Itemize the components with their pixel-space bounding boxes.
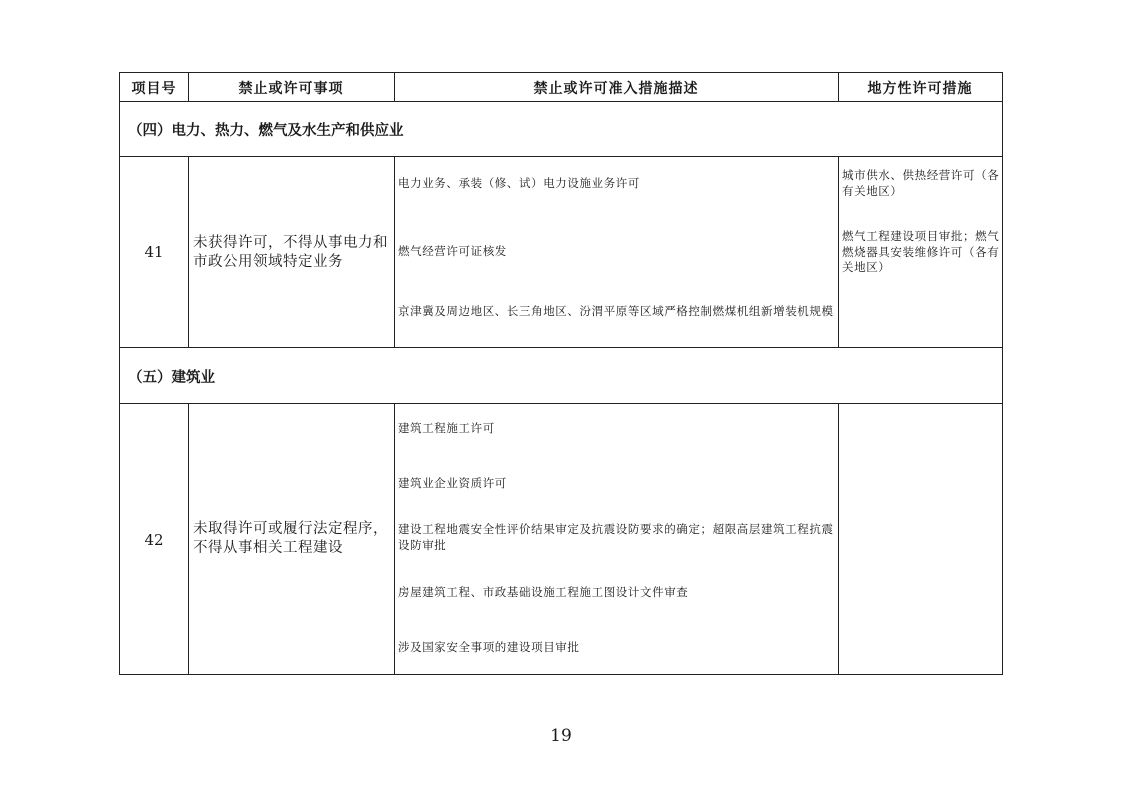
row-item: 未取得许可或履行法定程序，不得从事相关工程建设 xyxy=(193,521,388,556)
row-description: 京津冀及周边地区、长三角地区、汾渭平原等区域严格控制燃煤机组新增装机规模 xyxy=(398,304,834,318)
divider xyxy=(838,403,839,675)
row-local-measure: 城市供水、供热经营许可（各有关地区） xyxy=(842,168,1000,198)
row-id: 42 xyxy=(144,531,164,549)
divider xyxy=(120,347,1002,348)
row-description: 房屋建筑工程、市政基础设施工程施工图设计文件审查 xyxy=(398,585,689,599)
row-item: 未获得许可，不得从事电力和市政公用领域特定业务 xyxy=(193,235,388,270)
header-description: 禁止或许可准入措施描述 xyxy=(533,80,699,97)
row-id: 41 xyxy=(144,243,164,261)
header-item: 禁止或许可事项 xyxy=(238,80,344,97)
header-id: 项目号 xyxy=(131,80,177,97)
divider xyxy=(838,73,839,102)
section-title: （四）电力、热力、燃气及水生产和供应业 xyxy=(128,123,404,139)
divider xyxy=(188,403,189,675)
row-description: 建筑业企业资质许可 xyxy=(398,476,507,490)
divider xyxy=(188,73,189,102)
row-description: 建筑工程施工许可 xyxy=(398,421,495,435)
header-local-measures: 地方性许可措施 xyxy=(867,80,973,97)
divider xyxy=(394,73,395,102)
divider xyxy=(394,156,395,347)
page-number: 19 xyxy=(550,726,572,746)
divider xyxy=(120,101,1002,102)
row-description: 涉及国家安全事项的建设项目审批 xyxy=(398,640,580,654)
divider xyxy=(120,156,1002,157)
row-description: 建设工程地震安全性评价结果审定及抗震设防要求的确定；超限高层建筑工程抗震设防审批 xyxy=(398,522,834,552)
divider xyxy=(838,156,839,347)
divider xyxy=(120,403,1002,404)
row-description: 电力业务、承装（修、试）电力设施业务许可 xyxy=(398,176,640,190)
row-local-measure: 燃气工程建设项目审批；燃气燃烧器具安装维修许可（各有关地区） xyxy=(842,229,1000,274)
row-description: 燃气经营许可证核发 xyxy=(398,244,507,258)
divider xyxy=(394,403,395,675)
permit-table xyxy=(119,72,1003,675)
section-title: （五）建筑业 xyxy=(128,370,215,386)
divider xyxy=(188,156,189,347)
